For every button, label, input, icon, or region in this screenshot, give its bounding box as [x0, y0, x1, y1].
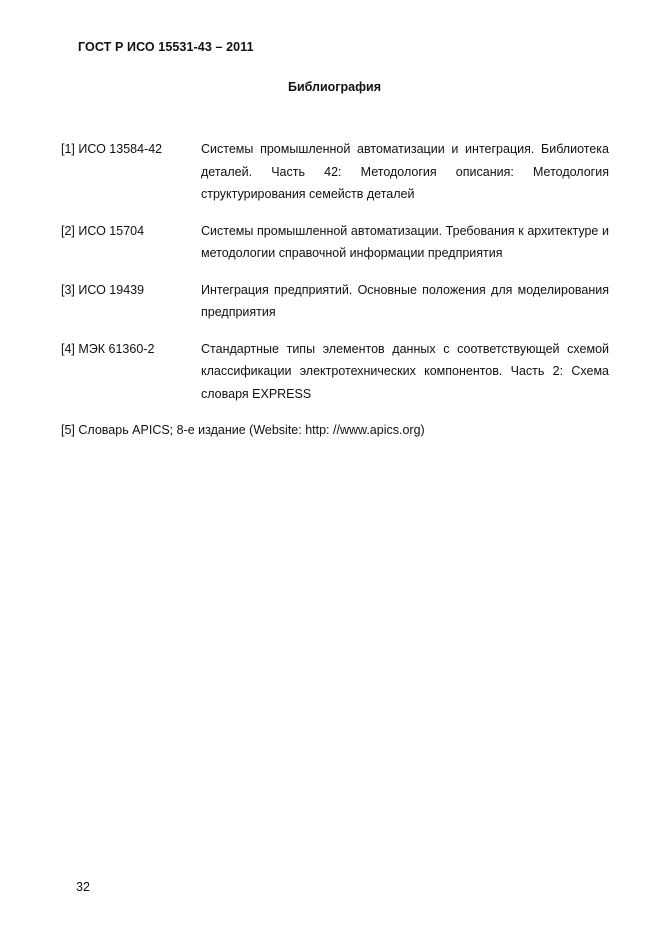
section-title: Библиография	[287, 80, 382, 94]
bibliography-entry	[61, 338, 609, 406]
bibliography-entry	[61, 279, 609, 324]
page-number: 32	[76, 880, 90, 894]
bibliography-text: Системы промышленной автоматизации и интеграция. Библиотека деталей. Часть 42: Методология описания: Методология структурирования семейств деталей	[201, 142, 609, 201]
bibliography-list	[61, 138, 609, 442]
bibliography-text: Стандартные типы элементов данных с соответствующей схемой классификации электротехнических компонентов. Часть 2: Схема словаря EXPRESS	[201, 341, 609, 401]
document-header: ГОСТ Р ИСО 15531-43 – 2011	[78, 40, 254, 54]
bibliography-entry	[61, 138, 609, 206]
bibliography-ref: [2] ИСО 15704	[61, 223, 145, 238]
bibliography-ref: [4] МЭК 61360-2	[61, 341, 155, 356]
bibliography-ref: [3] ИСО 19439	[61, 282, 145, 297]
bibliography-ref: [1] ИСО 13584-42	[61, 142, 163, 156]
bibliography-text: Системы промышленной автоматизации. Требования к архитектуре и методологии справочной информации предприятия	[201, 223, 609, 260]
bibliography-text: Интеграция предприятий. Основные положения для моделирования предприятия	[201, 282, 609, 319]
bibliography-entry	[61, 220, 609, 265]
bibliography-entry-full: [5] Словарь APICS; 8-е издание (Website: http: //www.apics.org)	[61, 423, 425, 437]
